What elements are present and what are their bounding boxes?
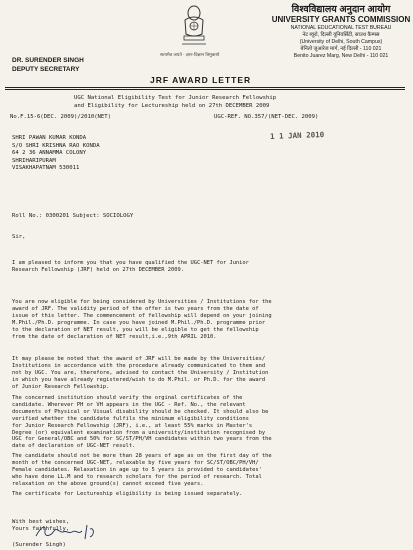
- roll-number-line: Roll No.: 0300201 Subject: SOCIOLOGY: [12, 213, 134, 219]
- paragraph-line: UGC for General/OBC and 50% for SC/ST/PH/VH candidates within two years from the: [12, 436, 272, 443]
- paragraph-line: to the declaration of NET result, you will be eligible to get the fellowship: [12, 326, 259, 333]
- address-line: SHRIHARIPURAM: [12, 157, 56, 164]
- title-divider: [5, 87, 405, 88]
- emblem-caption: सत्यमेव जयते · ज्ञान-विज्ञान विमुक्तये: [160, 52, 220, 57]
- recipient-address: [12, 135, 100, 173]
- paragraph-line: month of the concerned UGC-NET, relaxable by five years for SC/ST/OBC/PH/VH/: [12, 459, 259, 466]
- paragraph-line: The certificate for Lectureship eligibility is being issued separately.: [12, 491, 243, 497]
- address-line: 64 2 36 ANNAMMA COLONY: [12, 150, 87, 156]
- salutation: Sir,: [12, 234, 26, 240]
- paragraph-line: I am pleased to inform you that you have qualified the UGC-NET for Junior: [12, 260, 249, 266]
- paragraph-line: Institutions in accordance with the procedure already communicated to them and: [12, 362, 266, 369]
- handwritten-signature: [32, 521, 104, 543]
- letter-title: JRF AWARD LETTER: [150, 75, 252, 85]
- paragraph-line: in which you have already registered/wish to do M.Phil. or Ph.D. for the award: [12, 376, 266, 383]
- paragraph-line: Female candidates. Relaxation in age up to 5 years is provided to candidates': [12, 466, 262, 473]
- paragraph-line: not by UGC. You are, therefore, advised to contact the University / Institution: [12, 369, 269, 376]
- paragraph-line: It may please be noted that the award of JRF will be made by the Universities/: [12, 356, 266, 362]
- paragraph-line: of Junior Research Fellowship.: [12, 383, 110, 390]
- paragraph-line: candidate. Wherever PH or VH appears in the UGC - Ref. No., the relevant: [12, 401, 246, 408]
- org-header: [271, 4, 411, 60]
- paragraph-line: You are now eligible for being considered by Universities / Institutions for the: [12, 299, 272, 305]
- paragraph-line: Degree (or) equivalent examination from a university/institution recognised by: [12, 429, 266, 436]
- paragraph-line: award of JRF. The validity period of the offer is two years from the date of: [12, 305, 259, 312]
- paragraph-qualified: [12, 260, 249, 274]
- signatory-header: [12, 56, 84, 74]
- paragraph-line: date of declaration of UGC-NET result.: [12, 443, 136, 450]
- officer-designation: DEPUTY SECRETARY: [12, 66, 80, 73]
- org-hindi-address: नेट ब्यूरो, दिल्ली यूनिवर्सिटी, साउथ कैम्पस: [302, 32, 380, 38]
- closing-wishes: With best wishes,: [12, 519, 70, 525]
- org-campus: (University of Delhi, South Campus): [299, 39, 383, 45]
- closing-yours: Yours faithfully,: [12, 526, 70, 532]
- paragraph-line: verified whether the candidate fulfils the minimum eligibility conditions: [12, 415, 249, 422]
- org-hindi-address-2: बेनितो जुआरेज मार्ग, नई दिल्ली - 110 021: [300, 46, 382, 52]
- paragraph-line: Research Fellowship (JRF) held on 27th DECEMBER 2009.: [12, 266, 185, 273]
- paragraph-line: The concerned institution should verify the orginal certificates of the: [12, 395, 243, 401]
- paragraph-line: from the date of declaration of NET result,i.e.,9th APRIL 2010.: [12, 333, 217, 340]
- paragraph-verification: [12, 395, 272, 450]
- org-hindi-title: विश्वविद्यालय अनुदान आयोग: [291, 4, 391, 15]
- subject-block: [74, 94, 276, 110]
- paragraph-age-limit: [12, 453, 272, 488]
- paragraph-line: documents of Physical or Visual disability should be checked. It should also be: [12, 408, 269, 415]
- paragraph-certificate: [12, 491, 242, 498]
- subject-line: and Eligibility for Lectureship held on 27th DECEMBER 2009: [74, 103, 270, 109]
- org-bureau: NATIONAL EDUCATIONAL TEST BUREAU: [290, 25, 392, 31]
- title-divider: [5, 89, 405, 90]
- paragraph-line: issue of this letter. The commencement of fellowship will depend on your joining: [12, 312, 272, 319]
- national-emblem-icon: [176, 4, 212, 48]
- paragraph-line: The candidate should not be more than 28 years of age as on the first day of the: [12, 453, 272, 459]
- paragraph-line: relaxation on the above ground(s) cannot exceed five years.: [12, 480, 204, 487]
- address-line: VISAKHAPATNAM 530011: [12, 165, 80, 171]
- address-line: S/O SHRI KRISHNA RAO KONDA: [12, 142, 100, 149]
- ugc-reference: UGC-REF. NO.357/(NET-DEC. 2009): [214, 114, 319, 120]
- org-address: Benito Juarez Marg, New Delhi - 110 021: [293, 53, 389, 59]
- file-number: No.F.15-6(DEC. 2009)/2010(NET): [10, 114, 112, 120]
- subject-line: UGC National Eligibility Test for Junior Research Fellowship: [74, 95, 277, 101]
- date-stamp: 1 1 JAN 2010: [269, 130, 325, 141]
- org-title: UNIVERSITY GRANTS COMMISSION: [271, 15, 411, 24]
- paragraph-eligibility: [12, 299, 272, 340]
- paragraph-line: M.Phil./Ph.D. programme. In case you have joined M.Phil./Ph.D. programme prior: [12, 319, 266, 326]
- paragraph-award-procedure: [12, 356, 268, 391]
- address-line: SHRI PAWAN KUMAR KONDA: [12, 135, 87, 141]
- signatory-name: (Surender Singh): [12, 542, 66, 548]
- officer-name: DR. SURENDER SINGH: [12, 57, 84, 64]
- paragraph-line: who have done LL.M and to research scholars for the period of research. Total: [12, 473, 262, 480]
- paragraph-line: for Junior Research Fellowship (JRF), i.e., at least 55% marks in Master's: [12, 422, 253, 429]
